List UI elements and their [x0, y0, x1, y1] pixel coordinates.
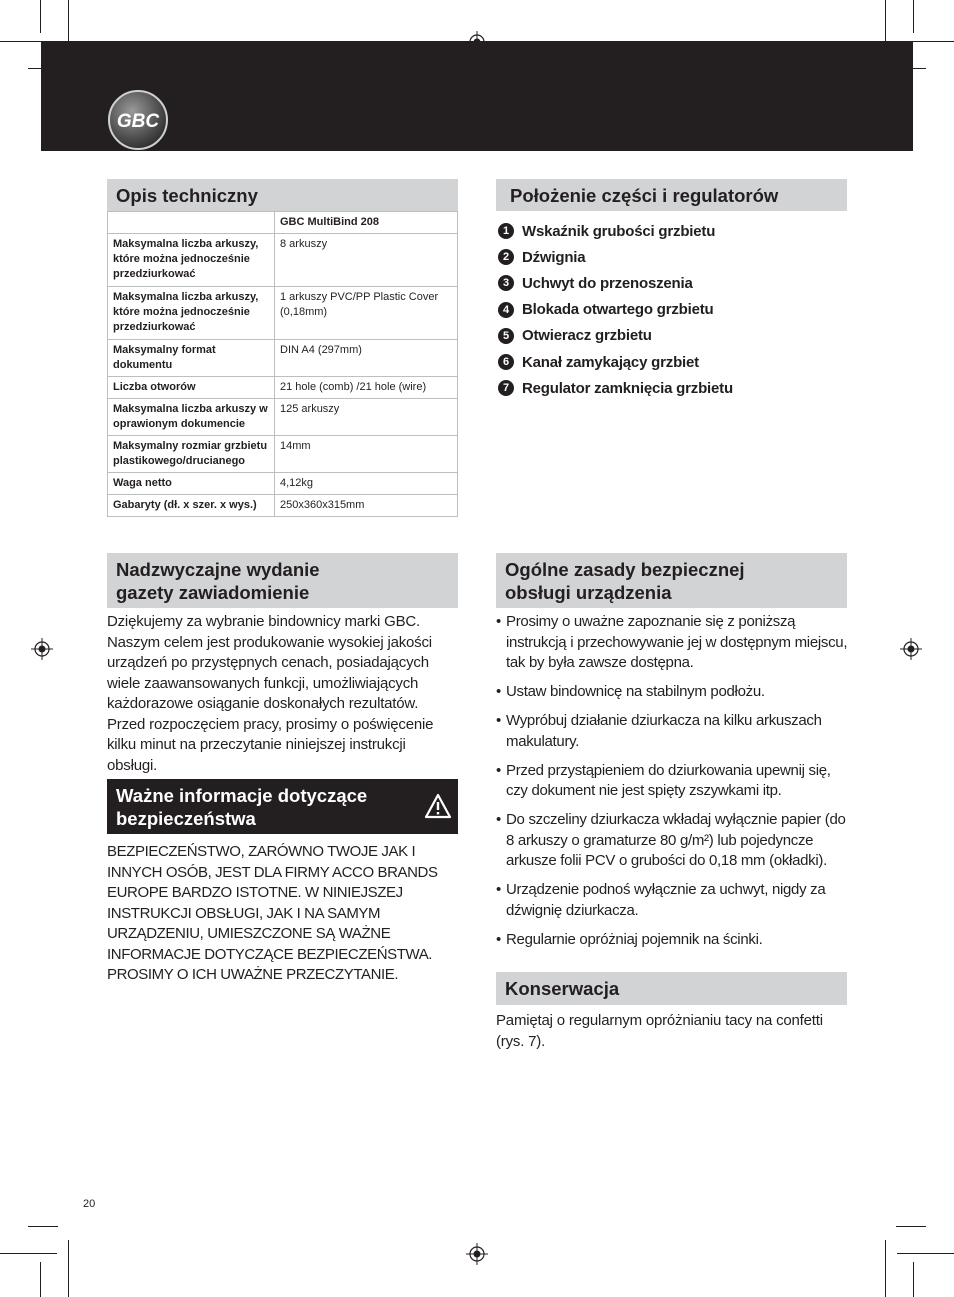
table-value: 21 hole (comb) /21 hole (wire): [275, 377, 458, 399]
part-label: Uchwyt do przenoszenia: [522, 274, 693, 292]
list-item: [498, 323, 733, 349]
crop-mark: [68, 1240, 69, 1297]
part-label: Regulator zamknięcia grzbietu: [522, 379, 733, 397]
crop-mark: [913, 1262, 914, 1297]
list-item: • Regularnie opróżniaj pojemnik na ścinki.: [496, 930, 848, 951]
table-value: 4,12kg: [275, 473, 458, 495]
table-row: [108, 399, 458, 436]
list-item: • Wypróbuj działanie dziurkacza na kilku arkuszach makulatury.: [496, 711, 848, 752]
table-row: [108, 234, 458, 287]
crop-mark: [0, 1253, 57, 1254]
spec-title-text: Opis techniczny: [116, 184, 258, 206]
safety-info-section-title: [107, 779, 458, 834]
table-row: [108, 436, 458, 473]
part-number: 5: [498, 328, 514, 344]
table-row: [108, 287, 458, 340]
parts-section-title: [496, 179, 847, 211]
table-header-cell: [108, 212, 275, 234]
maintenance-section-title: [496, 972, 847, 1005]
part-label: Wskaźnik grubości grzbietu: [522, 222, 716, 240]
part-number: 3: [498, 275, 514, 291]
warning-icon: [424, 793, 452, 819]
page-number: 20: [83, 1198, 96, 1210]
table-value: 125 arkuszy: [275, 399, 458, 436]
part-label: Dźwignia: [522, 248, 586, 266]
table-key: Liczba otworów: [108, 377, 275, 399]
general-safety-title-line: obsługi urządzenia: [505, 581, 672, 603]
parts-list: [498, 218, 733, 401]
svg-text:GBC: GBC: [116, 111, 160, 132]
list-item: • Przed przystąpieniem do dziurkowania upewnij się, czy dokument nie jest spięty zszywkami itp.: [496, 761, 848, 802]
gbc-logo: [107, 89, 169, 151]
general-safety-section-title: [496, 553, 847, 608]
intro-section-title: [107, 553, 458, 608]
general-safety-list: [496, 612, 848, 959]
table-row: [108, 495, 458, 517]
part-number: 6: [498, 354, 514, 370]
table-value: 1 arkuszy PVC/PP Plastic Cover (0,18mm): [275, 287, 458, 340]
list-item: • Urządzenie podnoś wyłącznie za uchwyt, nigdy za dźwignię dziurkacza.: [496, 880, 848, 921]
list-item: • Do szczeliny dziurkacza wkładaj wyłącznie papier (do 8 arkuszy o gramaturze 80 g/m²) lub pojedyncze arkusze folii PCV o grubości do 0,18 mm (okładki).: [496, 810, 848, 872]
list-item: [498, 375, 733, 401]
table-key: Maksymalna liczba arkuszy w oprawionym dokumencie: [108, 399, 275, 436]
crop-mark: [885, 1240, 886, 1297]
table-header-cell: GBC MultiBind 208: [275, 212, 458, 234]
table-value: 14mm: [275, 436, 458, 473]
list-item: • Ustaw bindownicę na stabilnym podłożu.: [496, 682, 848, 703]
crop-mark: [897, 1253, 954, 1254]
list-item: [498, 218, 733, 244]
registration-mark-icon: [31, 638, 53, 660]
table-row: [108, 473, 458, 495]
table-row: [108, 340, 458, 377]
crop-mark: [40, 1262, 41, 1297]
crop-mark: [40, 0, 41, 33]
list-item: [498, 297, 733, 323]
part-number: 7: [498, 380, 514, 396]
part-number: 1: [498, 223, 514, 239]
list-item: [498, 244, 733, 270]
safety-info-title-line: bezpieczeństwa: [116, 807, 256, 829]
registration-mark-icon: [466, 1243, 488, 1265]
table-row: [108, 377, 458, 399]
parts-title-text: Położenie części i regulatorów: [510, 184, 779, 206]
spec-table: [107, 211, 458, 517]
registration-mark-icon: [900, 638, 922, 660]
safety-info-paragraph: BEZPIECZEŃSTWO, ZARÓWNO TWOJE JAK I INNYCH OSÓB, JEST DLA FIRMY ACCO BRANDS EUROPE BARDZO ISTOTNE. W NINIEJSZEJ INSTRUKCJI OBSŁUGI, JAK I NA SAMYM URZĄDZENIU, UMIESZCZONE SĄ WAŻNE INFORMACJE DOTYCZĄCE BEZPIECZEŃSTWA. PROSIMY O ICH UWAŻNE PRZECZYTANIE.: [107, 843, 438, 983]
table-key: Maksymalny format dokumentu: [108, 340, 275, 377]
table-key: Gabaryty (dł. x szer. x wys.): [108, 495, 275, 517]
general-safety-title-line: Ogólne zasady bezpiecznej: [505, 558, 745, 580]
part-number: 2: [498, 249, 514, 265]
intro-paragraph: Dziękujemy za wybranie bindownicy marki GBC. Naszym celem jest produkowanie wysokiej jakości urządzeń po przystępnych cenach, posiadających wiele zaawansowanych funkcji, umożliwiających każdorazowe osiąganie doskonałych rezultatów. Przed rozpoczęciem pracy, prosimy o poświęcenie kilku minut na przeczytanie niniejszej instrukcji obsługi.: [107, 613, 434, 774]
part-label: Kanał zamykający grzbiet: [522, 353, 699, 371]
table-header-row: [108, 212, 458, 234]
intro-title-line: gazety zawiadomienie: [116, 581, 310, 603]
table-key: Maksymalna liczba arkuszy, które można jednocześnie przedziurkować: [108, 287, 275, 340]
list-item: [498, 270, 733, 296]
part-label: Otwieracz grzbietu: [522, 327, 652, 345]
part-label: Blokada otwartego grzbietu: [522, 301, 714, 319]
intro-title-line: Nadzwyczajne wydanie: [116, 558, 320, 580]
maintenance-title-text: Konserwacja: [505, 978, 620, 999]
part-number: 4: [498, 302, 514, 318]
table-key: Maksymalna liczba arkuszy, które można jednocześnie przedziurkować: [108, 234, 275, 287]
crop-mark: [28, 1226, 58, 1227]
list-item: [498, 349, 733, 375]
table-value: 250x360x315mm: [275, 495, 458, 517]
table-key: Waga netto: [108, 473, 275, 495]
table-value: DIN A4 (297mm): [275, 340, 458, 377]
table-value: 8 arkuszy: [275, 234, 458, 287]
spec-section-title: [107, 179, 458, 211]
maintenance-paragraph: Pamiętaj o regularnym opróżnianiu tacy na confetti (rys. 7).: [496, 1012, 823, 1050]
crop-mark: [913, 0, 914, 33]
header-band: [41, 41, 913, 151]
table-key: Maksymalny rozmiar grzbietu plastikowego/drucianego: [108, 436, 275, 473]
list-item: • Prosimy o uważne zapoznanie się z poniższą instrukcją i przechowywanie jej w dostępnym miejscu, tak by była zawsze dostępna.: [496, 612, 848, 674]
safety-info-title-line: Ważne informacje dotyczące: [116, 784, 368, 806]
crop-mark: [896, 1226, 926, 1227]
